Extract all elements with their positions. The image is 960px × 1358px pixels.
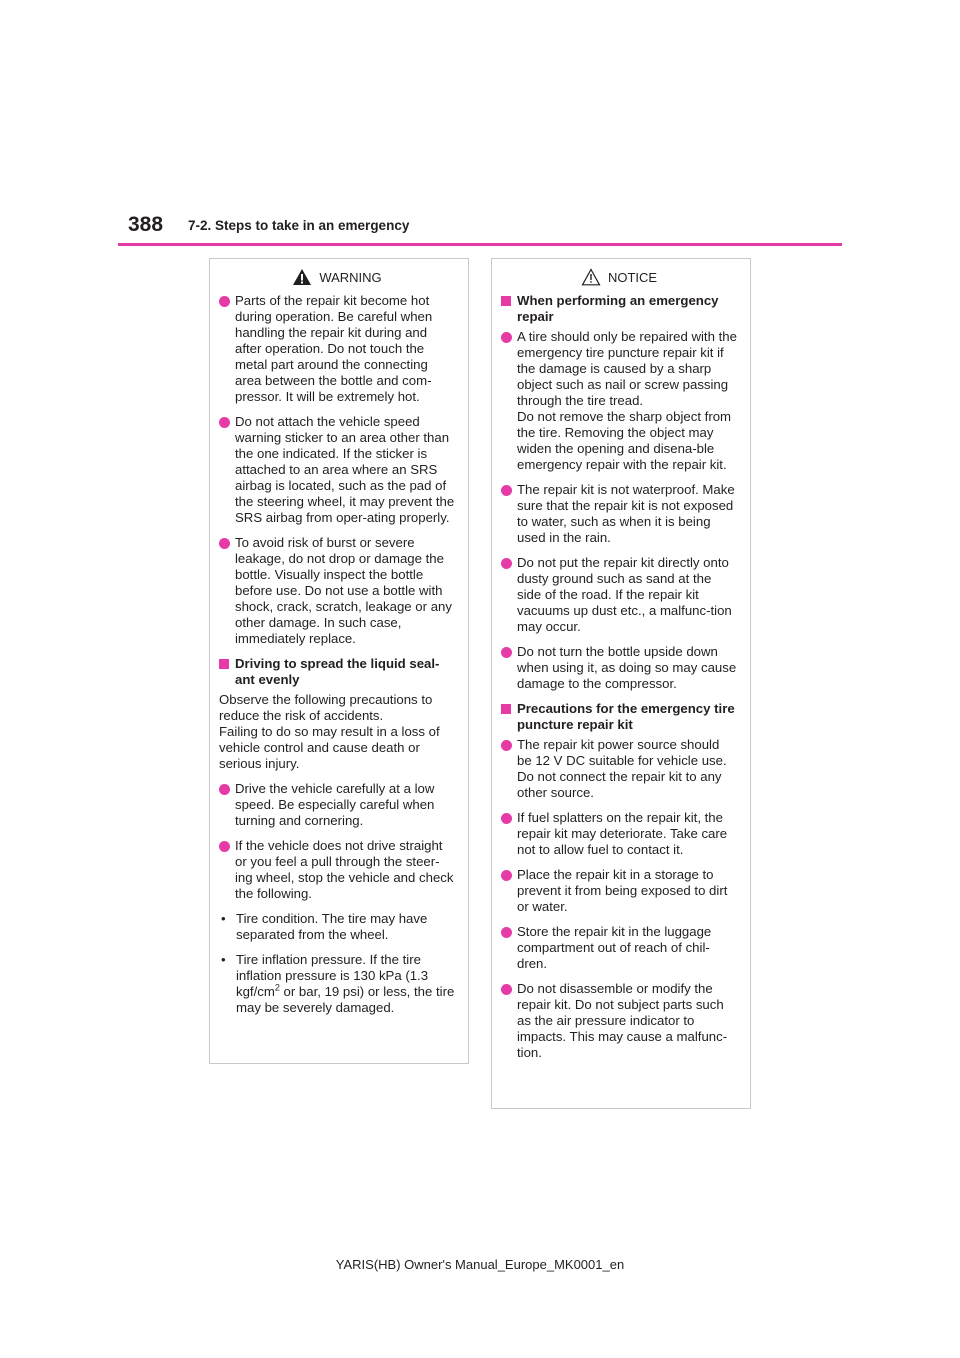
warning-title: WARNING xyxy=(319,269,382,285)
notice-triangle-icon xyxy=(581,268,601,286)
list-item: Place the repair kit in a storage to prevent it from being exposed to dirt or water. xyxy=(501,867,737,915)
warning-triangle-icon xyxy=(292,268,312,286)
page-number: 388 xyxy=(128,213,164,236)
bullet-icon xyxy=(501,927,512,938)
bullet-icon xyxy=(501,558,512,569)
bullet-icon xyxy=(219,296,230,307)
bullet-icon xyxy=(219,417,230,428)
bullet-icon xyxy=(501,813,512,824)
square-bullet-icon xyxy=(501,296,511,306)
footer-text: YARIS(HB) Owner's Manual_Europe_MK0001_en xyxy=(335,1257,625,1272)
subheading: When performing an emergency repair xyxy=(501,293,737,325)
list-item: If the vehicle does not drive straight or you feel a pull through the steer-ing wheel, stop the vehicle and check the following. xyxy=(219,838,455,902)
subheading: Driving to spread the liquid seal-ant evenly xyxy=(219,656,455,688)
bullet-icon xyxy=(219,784,230,795)
subheading: Precautions for the emergency tire puncture repair kit xyxy=(501,701,737,733)
bullet-icon xyxy=(501,870,512,881)
list-item: Parts of the repair kit become hot during operation. Be careful when handling the repair kit during and after operation. Do not touch the metal part around the connecting area between the bottle and com-pressor. It will be extremely hot. xyxy=(219,293,455,405)
list-item: Drive the vehicle carefully at a low speed. Be especially careful when turning and cornering. xyxy=(219,781,455,829)
square-bullet-icon xyxy=(219,659,229,669)
list-item: Do not turn the bottle upside down when using it, as doing so may cause damage to the compressor. xyxy=(501,644,737,692)
bullet-icon xyxy=(219,538,230,549)
list-item: Do not attach the vehicle speed warning sticker to an area other than the one indicated. If the sticker is attached to an area where an SRS airbag is located, such as the pad of the steering wheel, it may prevent the SRS airbag from oper-ating properly. xyxy=(219,414,455,526)
notice-header xyxy=(501,267,737,287)
list-item: Do not disassemble or modify the repair kit. Do not subject parts such as the air pressure indicator to impacts. This may cause a malfunc-tion. xyxy=(501,981,737,1061)
bullet-icon xyxy=(501,740,512,751)
list-item: The repair kit power source should be 12 V DC suitable for vehicle use. Do not connect the repair kit to any other source. xyxy=(501,737,737,801)
sub-list-item: • Tire inflation pressure. If the tire inflation pressure is 130 kPa (1.3 kgf/$cm^2$ or bar, 19 psi) or less, the tire may be severely damaged. xyxy=(221,952,455,1015)
list-item: Do not put the repair kit directly onto dusty ground such as sand at the side of the road. If the repair kit vacuums up dust etc., a malfunc-tion may occur. xyxy=(501,555,737,635)
warning-box xyxy=(209,258,469,1064)
notice-box xyxy=(491,258,751,1109)
header-rule xyxy=(118,243,842,246)
bullet-icon xyxy=(501,485,512,496)
paragraph: Observe the following precautions to reduce the risk of accidents. Failing to do so may result in a loss of vehicle control and cause death or serious injury. xyxy=(219,692,440,771)
bullet-icon xyxy=(501,647,512,658)
bullet-icon xyxy=(501,984,512,995)
bullet-icon xyxy=(219,841,230,852)
list-item: To avoid risk of burst or severe leakage, do not drop or damage the bottle. Visually inspect the bottle before use. Do not use a bottle with shock, crack, scratch, leakage or any other damage. In such case, immediately replace. xyxy=(219,535,455,647)
bullet-icon xyxy=(501,332,512,343)
section-title: 7-2. Steps to take in an emergency xyxy=(188,218,410,233)
list-item: A tire should only be repaired with the emergency tire puncture repair kit if the damage is caused by a sharp object such as nail or screw passing through the tire tread. Do not remove the sharp object from the tire. Removing the object may widen the opening and disena-ble emergency repair with the repair kit. xyxy=(501,329,737,473)
list-item: If fuel splatters on the repair kit, the repair kit may deteriorate. Take care not to allow fuel to contact it. xyxy=(501,810,737,858)
warning-header xyxy=(219,267,455,287)
list-item: The repair kit is not waterproof. Make sure that the repair kit is not exposed to water, such as when it is being used in the rain. xyxy=(501,482,737,546)
notice-title: NOTICE xyxy=(607,269,658,285)
square-bullet-icon xyxy=(501,704,511,714)
sub-list-item: • Tire condition. The tire may have separated from the wheel. xyxy=(221,911,428,942)
list-item: Store the repair kit in the luggage compartment out of reach of chil-dren. xyxy=(501,924,737,972)
